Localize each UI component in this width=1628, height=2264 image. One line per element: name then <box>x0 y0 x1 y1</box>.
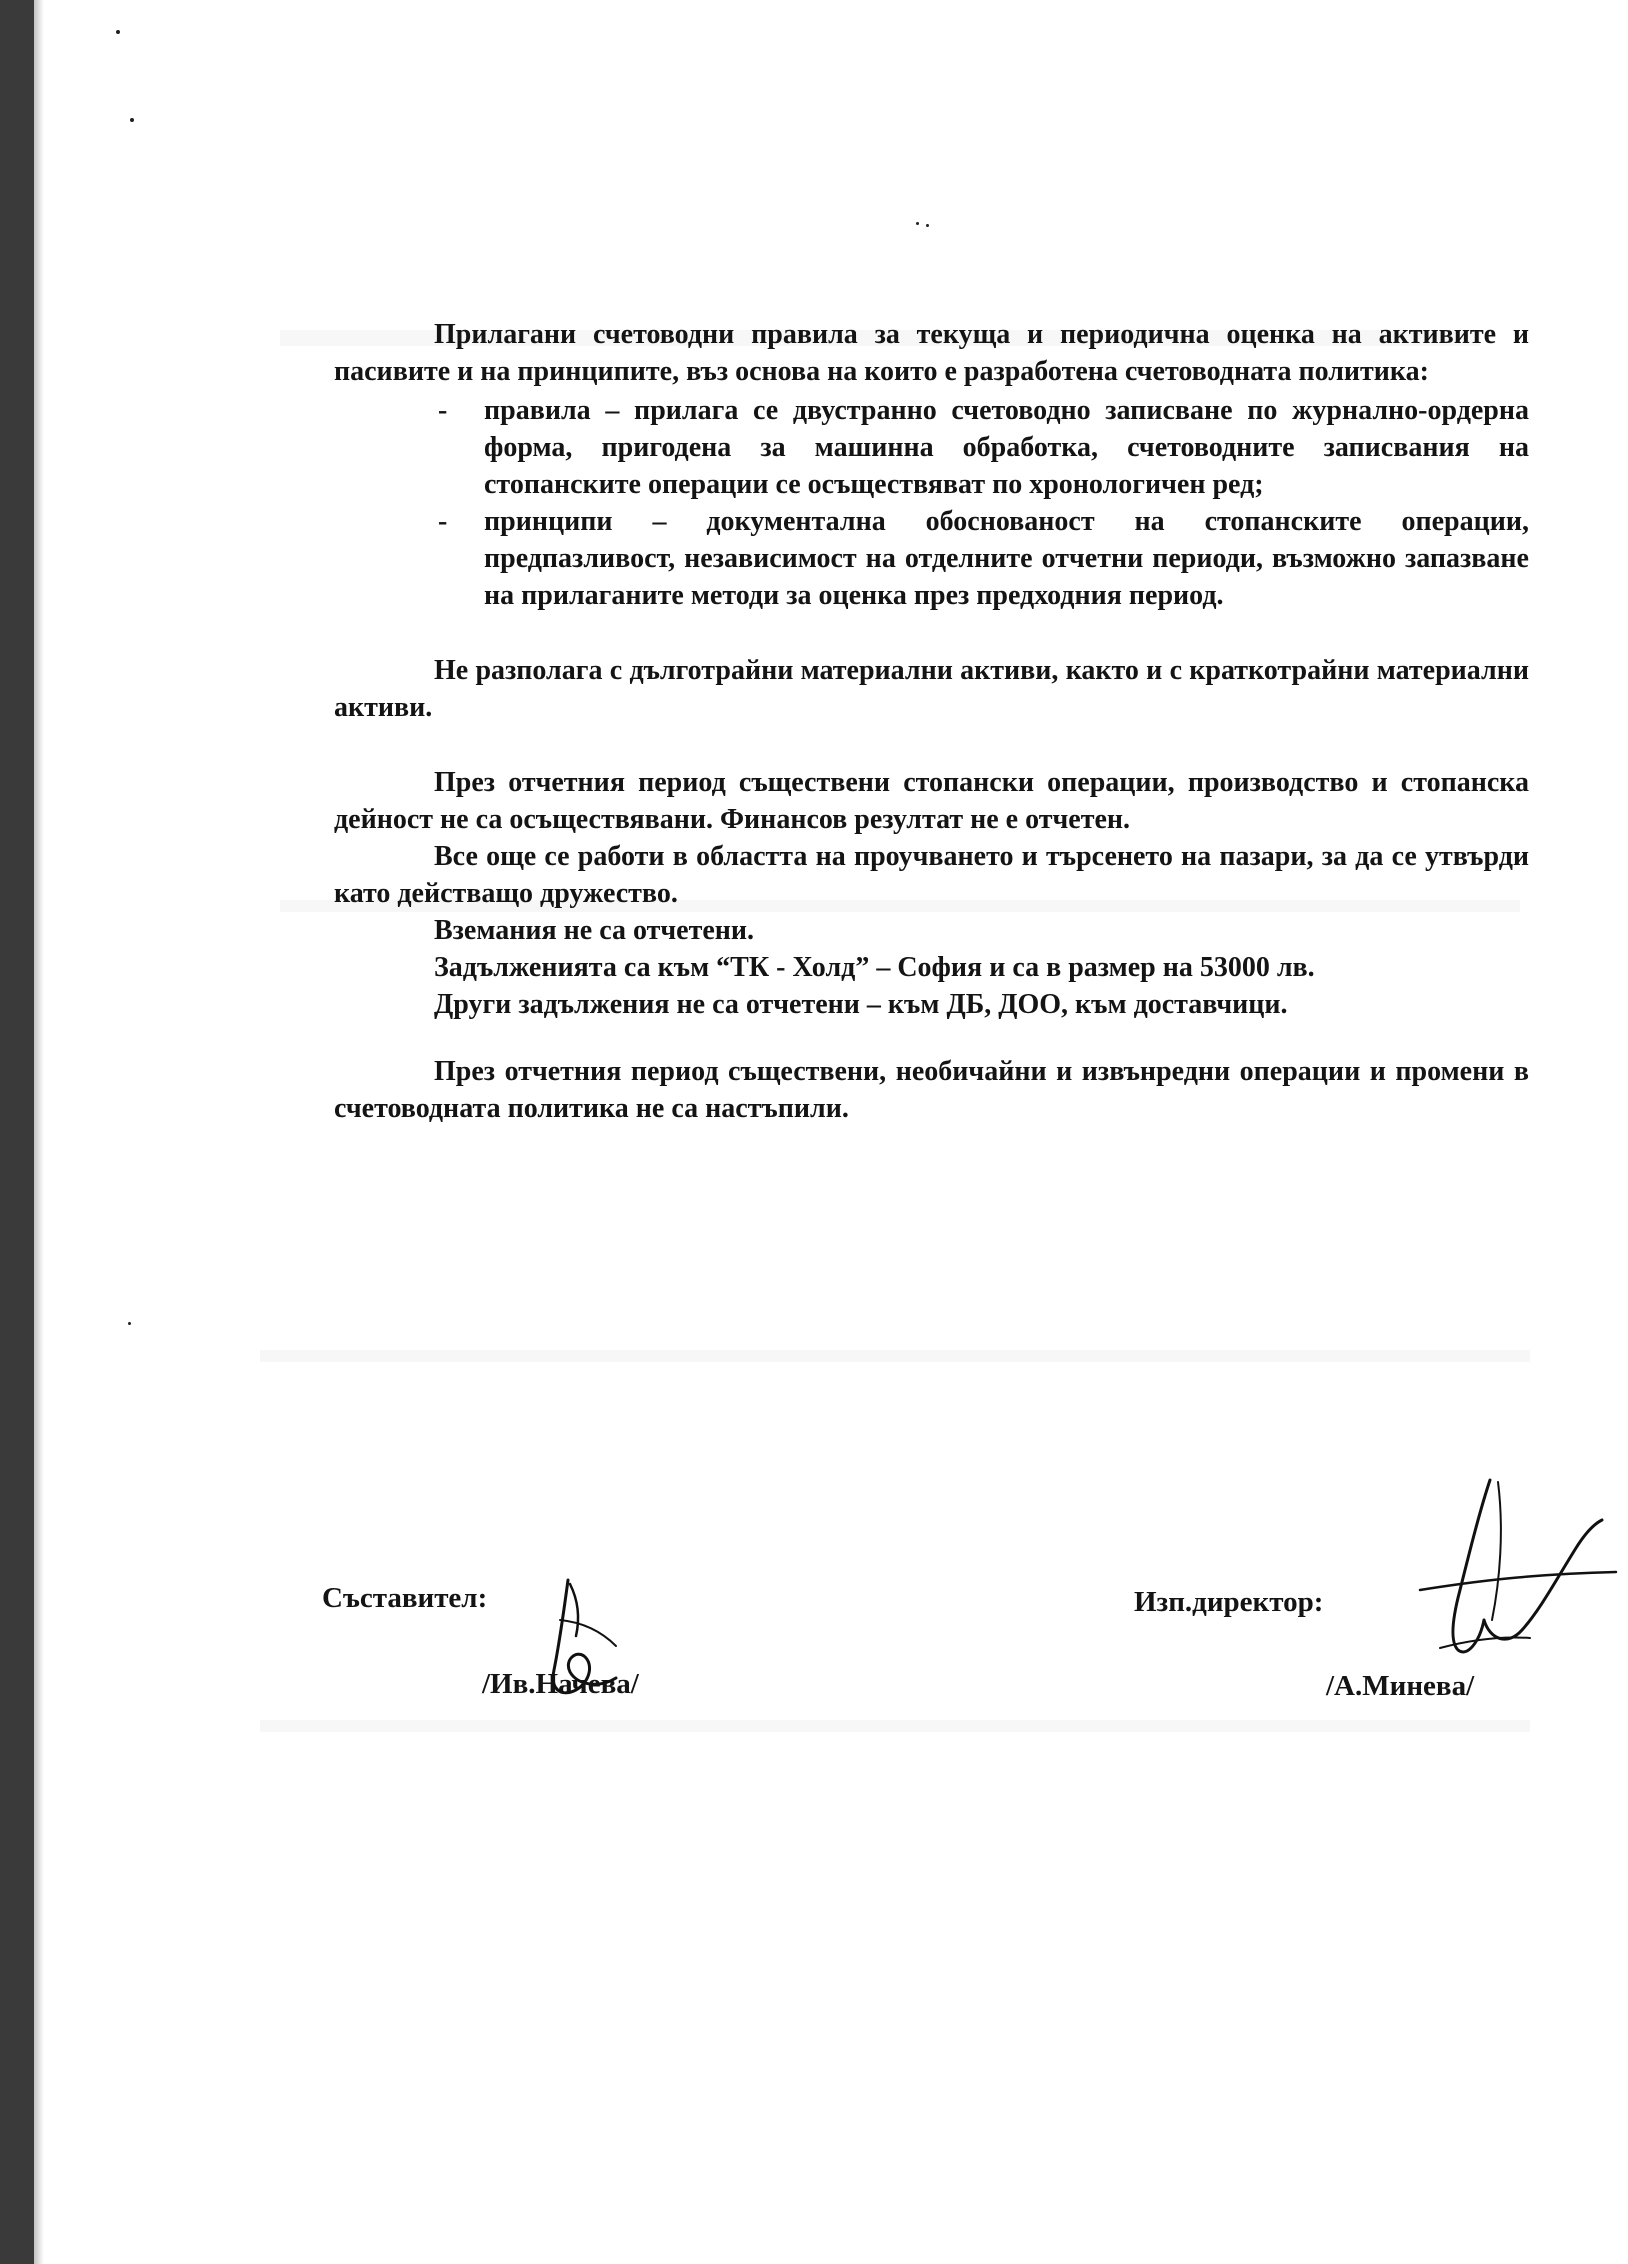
list-term: принципи <box>484 506 613 537</box>
list-text: – прилага се двустранно счетоводно записване по журнално-ордерна форма, пригодена за машинна обработка, счетоводните записвания на стопанските операции се осъществяват по хронологичен ред; <box>484 395 1529 500</box>
other-liabilities-line: Други задължения не са отчетени – към ДБ, ДОО, към доставчици. <box>434 989 1288 1020</box>
compiler-label: Съставител: <box>322 1582 488 1614</box>
receivables-line: Вземания не са отчетени. <box>434 915 755 946</box>
scan-dark-edge <box>0 0 34 2264</box>
list-term: правила <box>484 395 591 426</box>
period-paragraph: През отчетния период съществени стопански операции, производство и стопанска дейност не са осъществявани. Финансов резултат не е отчетен. <box>334 767 1529 835</box>
intro-paragraph: Прилагани счетоводни правила за текуща и периодична оценка на активите и пасивите и на принципите, въз основа на които е разработена счетоводната политика: <box>334 319 1529 387</box>
director-signature <box>1380 1470 1620 1670</box>
assets-paragraph: Не разполага с дълготрайни материални активи, както и с краткотрайни материални активи. <box>334 655 1529 723</box>
director-label: Изп.директор: <box>1134 1586 1324 1618</box>
bleed-through-band <box>260 1720 1530 1732</box>
scan-speck <box>916 222 919 225</box>
compiler-signature <box>520 1560 650 1710</box>
list-dash: - <box>438 506 448 537</box>
scan-speck <box>926 224 929 227</box>
scan-speck <box>128 1322 131 1325</box>
list-text: – документална обоснованост на стопанските операции, предпазливост, независимост на отделните отчетни периоди, възможно запазване на прилаганите методи за оценка през предходния период. <box>484 506 1529 611</box>
document-body <box>334 316 1529 1127</box>
compiler-name: /Ив.Начева/ <box>482 1668 639 1700</box>
list-item-rules <box>334 392 1529 503</box>
liabilities-line: Задълженията са към “ТК - Холд” – София и са в размер на 53000 лв. <box>434 952 1315 983</box>
market-paragraph: Все още се работи в областта на проучването и търсенето на пазари, за да се утвърди като действащо дружество. <box>334 841 1529 909</box>
bleed-through-band <box>260 1350 1530 1362</box>
final-paragraph: През отчетния период съществени, необичайни и извънредни операции и промени в счетоводната политика не са настъпили. <box>334 1056 1529 1124</box>
director-name: /А.Минева/ <box>1326 1670 1475 1702</box>
policy-list <box>334 392 1529 614</box>
scan-speck <box>116 30 120 34</box>
scan-speck <box>130 118 134 122</box>
list-dash: - <box>438 395 448 426</box>
list-item-principles <box>334 503 1529 614</box>
